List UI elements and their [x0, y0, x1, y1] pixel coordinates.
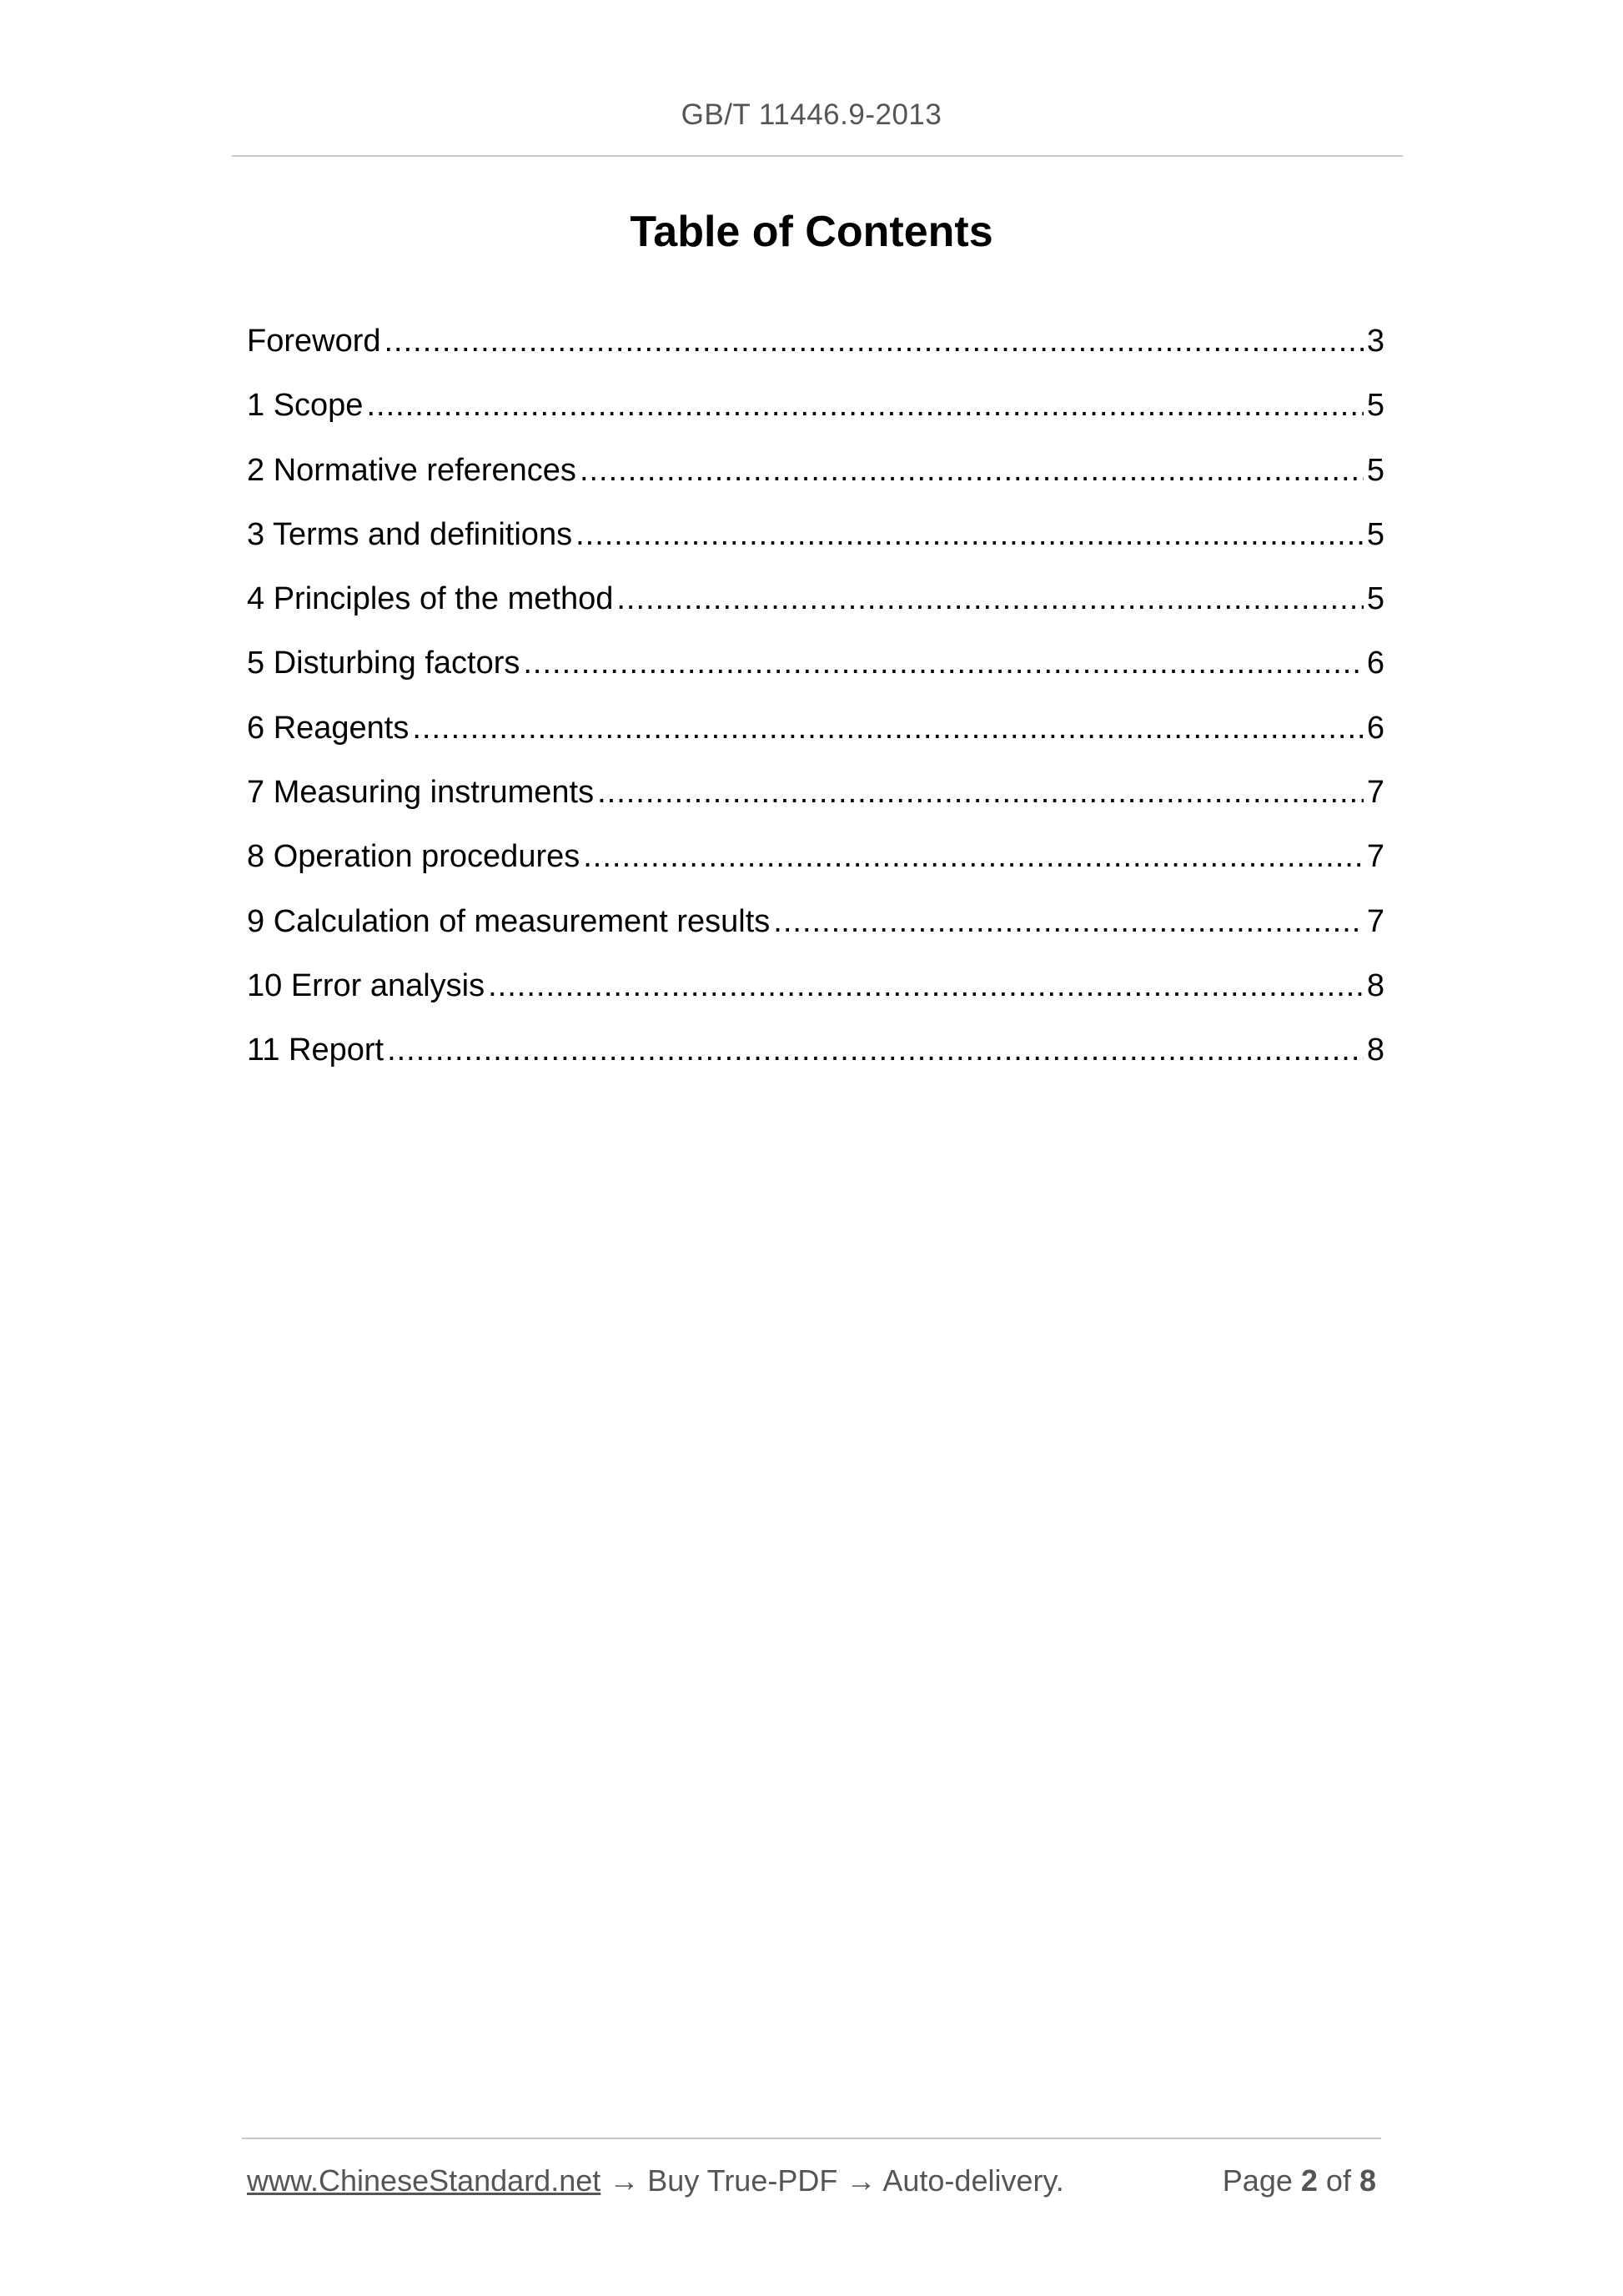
page-of-word: of — [1325, 2163, 1351, 2198]
page-word: Page — [1222, 2163, 1293, 2198]
toc-entry-operation-procedures[interactable] — [247, 841, 1384, 905]
header-divider — [232, 155, 1403, 157]
toc-dot-leader — [384, 325, 1364, 357]
page-current: 2 — [1300, 2163, 1318, 2198]
toc-dot-leader — [597, 776, 1364, 808]
toc-dot-leader — [773, 906, 1364, 937]
toc-dot-leader — [412, 712, 1363, 744]
website-link[interactable]: www.ChineseStandard.net — [247, 2163, 601, 2198]
toc-dot-leader — [580, 455, 1364, 486]
toc-entry-page: 5 — [1366, 583, 1384, 617]
footer-delivery-text: Auto-delivery. — [882, 2163, 1064, 2198]
footer-buy-text: Buy True-PDF — [647, 2163, 838, 2198]
table-of-contents — [247, 325, 1384, 1099]
toc-entry-label: 9 Calculation of measurement results — [247, 905, 771, 939]
toc-entry-label: 3 Terms and definitions — [247, 518, 573, 552]
arrow-right-icon: → — [609, 2163, 640, 2198]
toc-dot-leader — [575, 519, 1364, 550]
toc-entry-scope[interactable] — [247, 389, 1384, 454]
toc-entry-label: 10 Error analysis — [247, 969, 485, 1003]
toc-entry-reagents[interactable] — [247, 712, 1384, 776]
toc-entry-label: 6 Reagents — [247, 711, 410, 746]
toc-entry-calculation-of-measurement-results[interactable] — [247, 906, 1384, 970]
toc-entry-error-analysis[interactable] — [247, 970, 1384, 1034]
footer-promo — [247, 2163, 1064, 2198]
toc-dot-leader — [387, 1034, 1364, 1066]
toc-entry-page: 8 — [1366, 969, 1384, 1003]
toc-dot-leader — [523, 647, 1363, 679]
toc-entry-label: 1 Scope — [247, 389, 364, 424]
toc-dot-leader — [366, 389, 1363, 421]
toc-dot-leader — [616, 583, 1364, 615]
toc-entry-page: 7 — [1366, 776, 1384, 811]
toc-entry-label: Foreword — [247, 325, 381, 359]
toc-entry-normative-references[interactable] — [247, 455, 1384, 519]
toc-entry-label: 4 Principles of the method — [247, 583, 614, 617]
toc-entry-page: 5 — [1366, 454, 1384, 488]
toc-entry-page: 6 — [1366, 711, 1384, 746]
toc-entry-label: 5 Disturbing factors — [247, 647, 520, 681]
toc-entry-page: 5 — [1366, 389, 1384, 424]
toc-entry-report[interactable] — [247, 1034, 1384, 1098]
toc-entry-page: 7 — [1366, 841, 1384, 875]
toc-entry-terms-and-definitions[interactable] — [247, 519, 1384, 583]
toc-entry-page: 7 — [1366, 905, 1384, 939]
toc-entry-foreword[interactable] — [247, 325, 1384, 389]
toc-entry-label: 8 Operation procedures — [247, 841, 580, 875]
toc-entry-label: 2 Normative references — [247, 454, 576, 488]
toc-dot-leader — [583, 841, 1364, 872]
toc-entry-measuring-instruments[interactable] — [247, 776, 1384, 841]
toc-entry-label: 11 Report — [247, 1034, 384, 1068]
toc-entry-principles-of-the-method[interactable] — [247, 583, 1384, 647]
toc-entry-page: 3 — [1366, 325, 1384, 359]
page-header: GB/T 11446.9-2013 — [681, 98, 942, 131]
page-number — [1223, 2163, 1376, 2198]
page-title: Table of Contents — [630, 208, 993, 256]
toc-entry-disturbing-factors[interactable] — [247, 647, 1384, 711]
toc-entry-page: 6 — [1366, 647, 1384, 681]
toc-entry-page: 5 — [1366, 518, 1384, 552]
page-total: 8 — [1359, 2163, 1376, 2198]
toc-dot-leader — [488, 970, 1364, 1002]
page-footer — [247, 2163, 1384, 2205]
toc-entry-label: 7 Measuring instruments — [247, 776, 595, 811]
footer-divider — [242, 2138, 1381, 2139]
toc-entry-page: 8 — [1366, 1034, 1384, 1068]
arrow-right-icon: → — [846, 2163, 877, 2198]
